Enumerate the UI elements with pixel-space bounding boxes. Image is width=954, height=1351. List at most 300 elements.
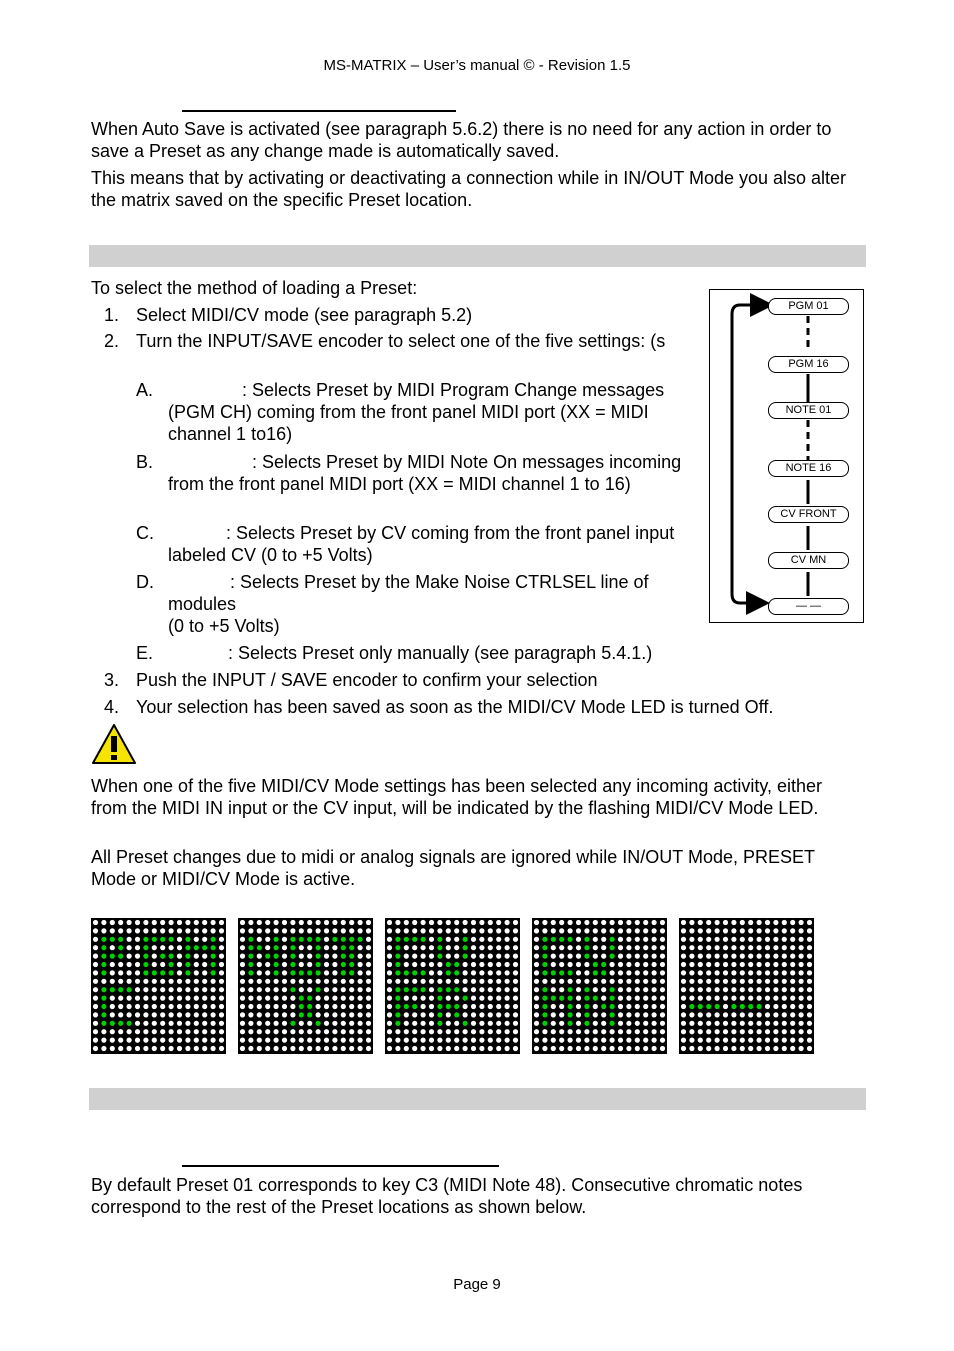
led-dot	[765, 954, 770, 959]
led-dot	[211, 920, 216, 925]
led-dot	[757, 1038, 762, 1043]
led-dot	[782, 987, 787, 992]
led-dot	[505, 1004, 510, 1009]
led-dot	[576, 1012, 581, 1017]
led-dot	[412, 945, 417, 950]
led-dot	[257, 979, 262, 984]
led-dot	[534, 1038, 539, 1043]
led-dot	[542, 979, 547, 984]
sub-item-c: : Selects Preset by CV coming from the front panel input labeled CV (0 to +5 Volts)	[168, 523, 675, 565]
led-dot	[160, 1046, 165, 1051]
led-dot	[290, 979, 295, 984]
sub-letter: B.	[136, 452, 154, 472]
led-dot	[101, 987, 106, 992]
led-dot	[341, 920, 346, 925]
led-dot	[618, 1046, 623, 1051]
led-dot	[358, 920, 363, 925]
led-dot	[324, 920, 329, 925]
led-dot	[143, 1038, 148, 1043]
led-dot	[265, 979, 270, 984]
led-dot	[799, 1012, 804, 1017]
led-dot	[652, 945, 657, 950]
led-dot	[593, 928, 598, 933]
led-dot	[341, 996, 346, 1001]
led-dot	[568, 987, 573, 992]
led-dot	[559, 987, 564, 992]
led-dot	[240, 979, 245, 984]
led-dot	[412, 996, 417, 1001]
led-dot	[135, 987, 140, 992]
led-dot	[534, 928, 539, 933]
led-dot	[773, 979, 778, 984]
led-dot	[643, 1021, 648, 1026]
led-dot	[765, 928, 770, 933]
led-dot	[635, 970, 640, 975]
led-dot	[715, 996, 720, 1001]
led-dot	[127, 962, 132, 967]
led-dot	[341, 970, 346, 975]
led-dot	[740, 996, 745, 1001]
led-dot	[421, 1046, 426, 1051]
led-dot	[265, 937, 270, 942]
led-matrix-note	[238, 918, 373, 1054]
led-dot	[559, 945, 564, 950]
led-dot	[101, 1038, 106, 1043]
led-dot	[299, 920, 304, 925]
led-dot	[790, 962, 795, 967]
led-dot	[316, 1038, 321, 1043]
led-dot	[731, 1029, 736, 1034]
led-dot	[101, 979, 106, 984]
led-matrix-pgm-ch	[91, 918, 226, 1054]
led-dot	[257, 937, 262, 942]
led-dot	[299, 928, 304, 933]
led-dot	[211, 979, 216, 984]
led-dot	[757, 979, 762, 984]
led-dot	[652, 962, 657, 967]
led-dot	[454, 1046, 459, 1051]
led-dot	[290, 1029, 295, 1034]
led-dot	[698, 970, 703, 975]
led-dot	[135, 920, 140, 925]
led-dot	[101, 954, 106, 959]
led-dot	[643, 1012, 648, 1017]
led-dot	[715, 962, 720, 967]
led-dot	[194, 1004, 199, 1009]
led-dot	[240, 970, 245, 975]
led-dot	[723, 954, 728, 959]
led-dot	[324, 945, 329, 950]
led-dot	[454, 937, 459, 942]
led-dot	[496, 945, 501, 950]
heading-underline	[182, 110, 456, 112]
led-dot	[429, 1012, 434, 1017]
led-dot	[689, 954, 694, 959]
led-dot	[757, 920, 762, 925]
led-dot	[542, 970, 547, 975]
led-dot	[219, 954, 224, 959]
led-dot	[576, 1046, 581, 1051]
led-dot	[429, 987, 434, 992]
led-dot	[652, 979, 657, 984]
led-dot	[349, 928, 354, 933]
pill-note-01: NOTE 01	[768, 402, 849, 419]
led-dot	[437, 962, 442, 967]
led-dot	[601, 996, 606, 1001]
led-dot	[185, 937, 190, 942]
page-header: MS-MATRIX – User’s manual © - Revision 1.5	[323, 57, 631, 74]
led-dot	[463, 962, 468, 967]
led-dot	[681, 920, 686, 925]
led-dot	[689, 928, 694, 933]
led-dot	[635, 920, 640, 925]
led-dot	[316, 928, 321, 933]
led-dot	[731, 1046, 736, 1051]
led-dot	[757, 1029, 762, 1034]
led-dot	[542, 945, 547, 950]
led-dot	[505, 1021, 510, 1026]
led-dot	[265, 996, 270, 1001]
led-dot	[349, 920, 354, 925]
led-dot	[143, 979, 148, 984]
step-number: 2.	[104, 331, 120, 351]
led-dot	[757, 1021, 762, 1026]
led-dot	[316, 1021, 321, 1026]
led-dot	[471, 920, 476, 925]
led-dot	[274, 987, 279, 992]
led-dot	[782, 954, 787, 959]
led-dot	[177, 920, 182, 925]
led-dot	[143, 1012, 148, 1017]
led-dot	[689, 1029, 694, 1034]
led-dot	[332, 1029, 337, 1034]
led-dot	[332, 1004, 337, 1009]
led-dot	[610, 979, 615, 984]
led-dot	[177, 1029, 182, 1034]
led-dot	[202, 987, 207, 992]
led-dot	[299, 962, 304, 967]
led-dot	[584, 937, 589, 942]
led-dot	[240, 1046, 245, 1051]
led-dot	[152, 1029, 157, 1034]
led-dot	[177, 954, 182, 959]
led-dot	[366, 945, 371, 950]
led-dot	[282, 937, 287, 942]
led-dot	[551, 1021, 556, 1026]
led-dot	[635, 1004, 640, 1009]
led-dot	[643, 928, 648, 933]
led-dot	[332, 987, 337, 992]
led-dot	[799, 920, 804, 925]
led-dot	[257, 928, 262, 933]
led-dot	[626, 1038, 631, 1043]
led-dot	[316, 945, 321, 950]
led-dot	[715, 970, 720, 975]
led-dot	[513, 996, 518, 1001]
led-dot	[505, 937, 510, 942]
led-dot	[135, 962, 140, 967]
led-dot	[748, 920, 753, 925]
led-dot	[240, 987, 245, 992]
led-dot	[479, 937, 484, 942]
led-dot	[790, 1021, 795, 1026]
led-dot	[429, 937, 434, 942]
led-dot	[618, 962, 623, 967]
led-dot	[807, 996, 812, 1001]
led-dot	[807, 1029, 812, 1034]
led-dot	[643, 979, 648, 984]
led-dot	[479, 962, 484, 967]
led-dot	[404, 996, 409, 1001]
led-dot	[240, 962, 245, 967]
led-dot	[366, 1046, 371, 1051]
led-dot	[248, 937, 253, 942]
led-dot	[765, 1046, 770, 1051]
led-dot	[437, 954, 442, 959]
led-dot	[194, 962, 199, 967]
led-dot	[152, 1038, 157, 1043]
led-dot	[610, 920, 615, 925]
led-dot	[513, 1012, 518, 1017]
led-dot	[505, 1012, 510, 1017]
led-dot	[324, 1029, 329, 1034]
led-dot	[757, 928, 762, 933]
led-dot	[698, 996, 703, 1001]
led-dot	[706, 928, 711, 933]
led-dot	[559, 996, 564, 1001]
led-dot	[534, 1021, 539, 1026]
led-dot	[404, 1038, 409, 1043]
led-dot	[395, 920, 400, 925]
led-dot	[542, 1046, 547, 1051]
led-dot	[421, 970, 426, 975]
led-dot	[202, 996, 207, 1001]
led-dot	[496, 1021, 501, 1026]
led-dot	[463, 937, 468, 942]
led-dot	[601, 979, 606, 984]
led-dot	[635, 937, 640, 942]
led-dot	[551, 1046, 556, 1051]
led-dot	[635, 1021, 640, 1026]
paragraph-ignored: All Preset changes due to midi or analog signals are ignored while IN/OUT Mode, PRESET Mode or MIDI/CV Mode is active.	[91, 847, 815, 889]
led-dot	[706, 979, 711, 984]
led-dot	[177, 962, 182, 967]
led-dot	[807, 937, 812, 942]
led-dot	[421, 1029, 426, 1034]
led-dot	[542, 1038, 547, 1043]
led-dot	[748, 945, 753, 950]
led-dot	[257, 1038, 262, 1043]
led-dot	[505, 987, 510, 992]
led-dot	[211, 1029, 216, 1034]
led-dot	[341, 937, 346, 942]
led-dot	[358, 970, 363, 975]
led-dot	[152, 979, 157, 984]
led-dot	[807, 954, 812, 959]
led-dot	[110, 1012, 115, 1017]
led-matrix-manual	[679, 918, 814, 1054]
led-dot	[740, 1004, 745, 1009]
led-dot	[366, 962, 371, 967]
led-dot	[488, 996, 493, 1001]
led-dot	[723, 1021, 728, 1026]
led-dot	[660, 1021, 665, 1026]
led-dot	[618, 954, 623, 959]
led-dot	[118, 1038, 123, 1043]
led-dot	[177, 945, 182, 950]
led-dot	[265, 1038, 270, 1043]
led-dot	[143, 970, 148, 975]
led-dot	[358, 928, 363, 933]
led-dot	[689, 970, 694, 975]
led-dot	[211, 928, 216, 933]
led-dot	[488, 1004, 493, 1009]
led-dot	[274, 962, 279, 967]
led-dot	[601, 920, 606, 925]
led-dot	[610, 1046, 615, 1051]
led-dot	[307, 1004, 312, 1009]
led-dot	[643, 962, 648, 967]
led-dot	[479, 1021, 484, 1026]
led-dot	[93, 1004, 98, 1009]
led-dot	[559, 937, 564, 942]
led-dot	[316, 979, 321, 984]
led-dot	[446, 1038, 451, 1043]
led-dot	[773, 1004, 778, 1009]
sub-letter: A.	[136, 380, 154, 400]
led-dot	[463, 920, 468, 925]
sub-item-d-volts: (0 to +5 Volts)	[168, 616, 280, 636]
led-dot	[152, 996, 157, 1001]
led-dot	[542, 962, 547, 967]
pill-cv-front: CV FRONT	[768, 506, 849, 523]
led-dot	[463, 987, 468, 992]
led-dot	[652, 928, 657, 933]
led-dot	[505, 954, 510, 959]
led-dot	[790, 996, 795, 1001]
led-dot	[421, 937, 426, 942]
led-dot	[446, 1012, 451, 1017]
led-dot	[610, 1012, 615, 1017]
led-dot	[715, 928, 720, 933]
led-dot	[471, 962, 476, 967]
led-dot	[110, 1046, 115, 1051]
led-dot	[740, 1046, 745, 1051]
led-dot	[542, 1021, 547, 1026]
led-dot	[652, 1029, 657, 1034]
led-dot	[160, 945, 165, 950]
led-dot	[807, 920, 812, 925]
led-dot	[513, 987, 518, 992]
led-dot	[110, 1038, 115, 1043]
led-dot	[387, 1046, 392, 1051]
led-dot	[395, 962, 400, 967]
led-dot	[404, 970, 409, 975]
led-dot	[698, 945, 703, 950]
led-dot	[282, 1038, 287, 1043]
led-dot	[202, 962, 207, 967]
led-dot	[101, 937, 106, 942]
led-dot	[324, 970, 329, 975]
led-dot	[282, 1021, 287, 1026]
led-dot	[790, 945, 795, 950]
led-dot	[576, 1004, 581, 1009]
led-dot	[265, 962, 270, 967]
led-dot	[715, 979, 720, 984]
led-dot	[324, 987, 329, 992]
led-dot	[307, 945, 312, 950]
led-dot	[551, 928, 556, 933]
led-dot	[299, 1012, 304, 1017]
led-dot	[110, 945, 115, 950]
led-dot	[593, 987, 598, 992]
led-dot	[219, 996, 224, 1001]
led-dot	[316, 962, 321, 967]
led-dot	[681, 937, 686, 942]
led-dot	[479, 1004, 484, 1009]
led-dot	[689, 920, 694, 925]
led-dot	[248, 1029, 253, 1034]
led-dot	[593, 996, 598, 1001]
led-dot	[706, 920, 711, 925]
led-dot	[757, 1004, 762, 1009]
pill-cv-mn: CV MN	[768, 552, 849, 569]
paragraph-default-mapping: By default Preset 01 corresponds to key C3 (MIDI Note 48). Consecutive chromatic notes correspond to the rest of the Preset locations as shown below.	[91, 1175, 803, 1217]
led-dot	[429, 945, 434, 950]
led-dot	[101, 928, 106, 933]
led-dot	[404, 1012, 409, 1017]
led-dot	[643, 1038, 648, 1043]
led-dot	[799, 1038, 804, 1043]
led-dot	[698, 954, 703, 959]
led-dot	[479, 1038, 484, 1043]
led-dot	[429, 996, 434, 1001]
led-dot	[534, 920, 539, 925]
led-dot	[652, 1046, 657, 1051]
led-dot	[404, 1004, 409, 1009]
led-dot	[799, 1046, 804, 1051]
led-dot	[471, 1012, 476, 1017]
led-dot	[706, 987, 711, 992]
led-dot	[358, 1046, 363, 1051]
led-dot	[290, 962, 295, 967]
led-dot	[282, 945, 287, 950]
led-dot	[152, 1021, 157, 1026]
led-dot	[177, 996, 182, 1001]
led-dot	[559, 1029, 564, 1034]
led-dot	[219, 945, 224, 950]
led-dot	[185, 1021, 190, 1026]
led-dot	[110, 1021, 115, 1026]
led-dot	[412, 920, 417, 925]
led-dot	[757, 996, 762, 1001]
sub-letter: D.	[136, 572, 154, 592]
led-dot	[593, 1012, 598, 1017]
led-dot	[584, 1021, 589, 1026]
led-dot	[324, 954, 329, 959]
led-dot	[807, 928, 812, 933]
led-dot	[660, 962, 665, 967]
led-dot	[177, 937, 182, 942]
led-dot	[202, 1012, 207, 1017]
led-dot	[307, 970, 312, 975]
led-dot	[790, 970, 795, 975]
led-dot	[127, 928, 132, 933]
led-dot	[601, 970, 606, 975]
led-dot	[689, 1038, 694, 1043]
led-dot	[143, 928, 148, 933]
led-dot	[496, 1046, 501, 1051]
